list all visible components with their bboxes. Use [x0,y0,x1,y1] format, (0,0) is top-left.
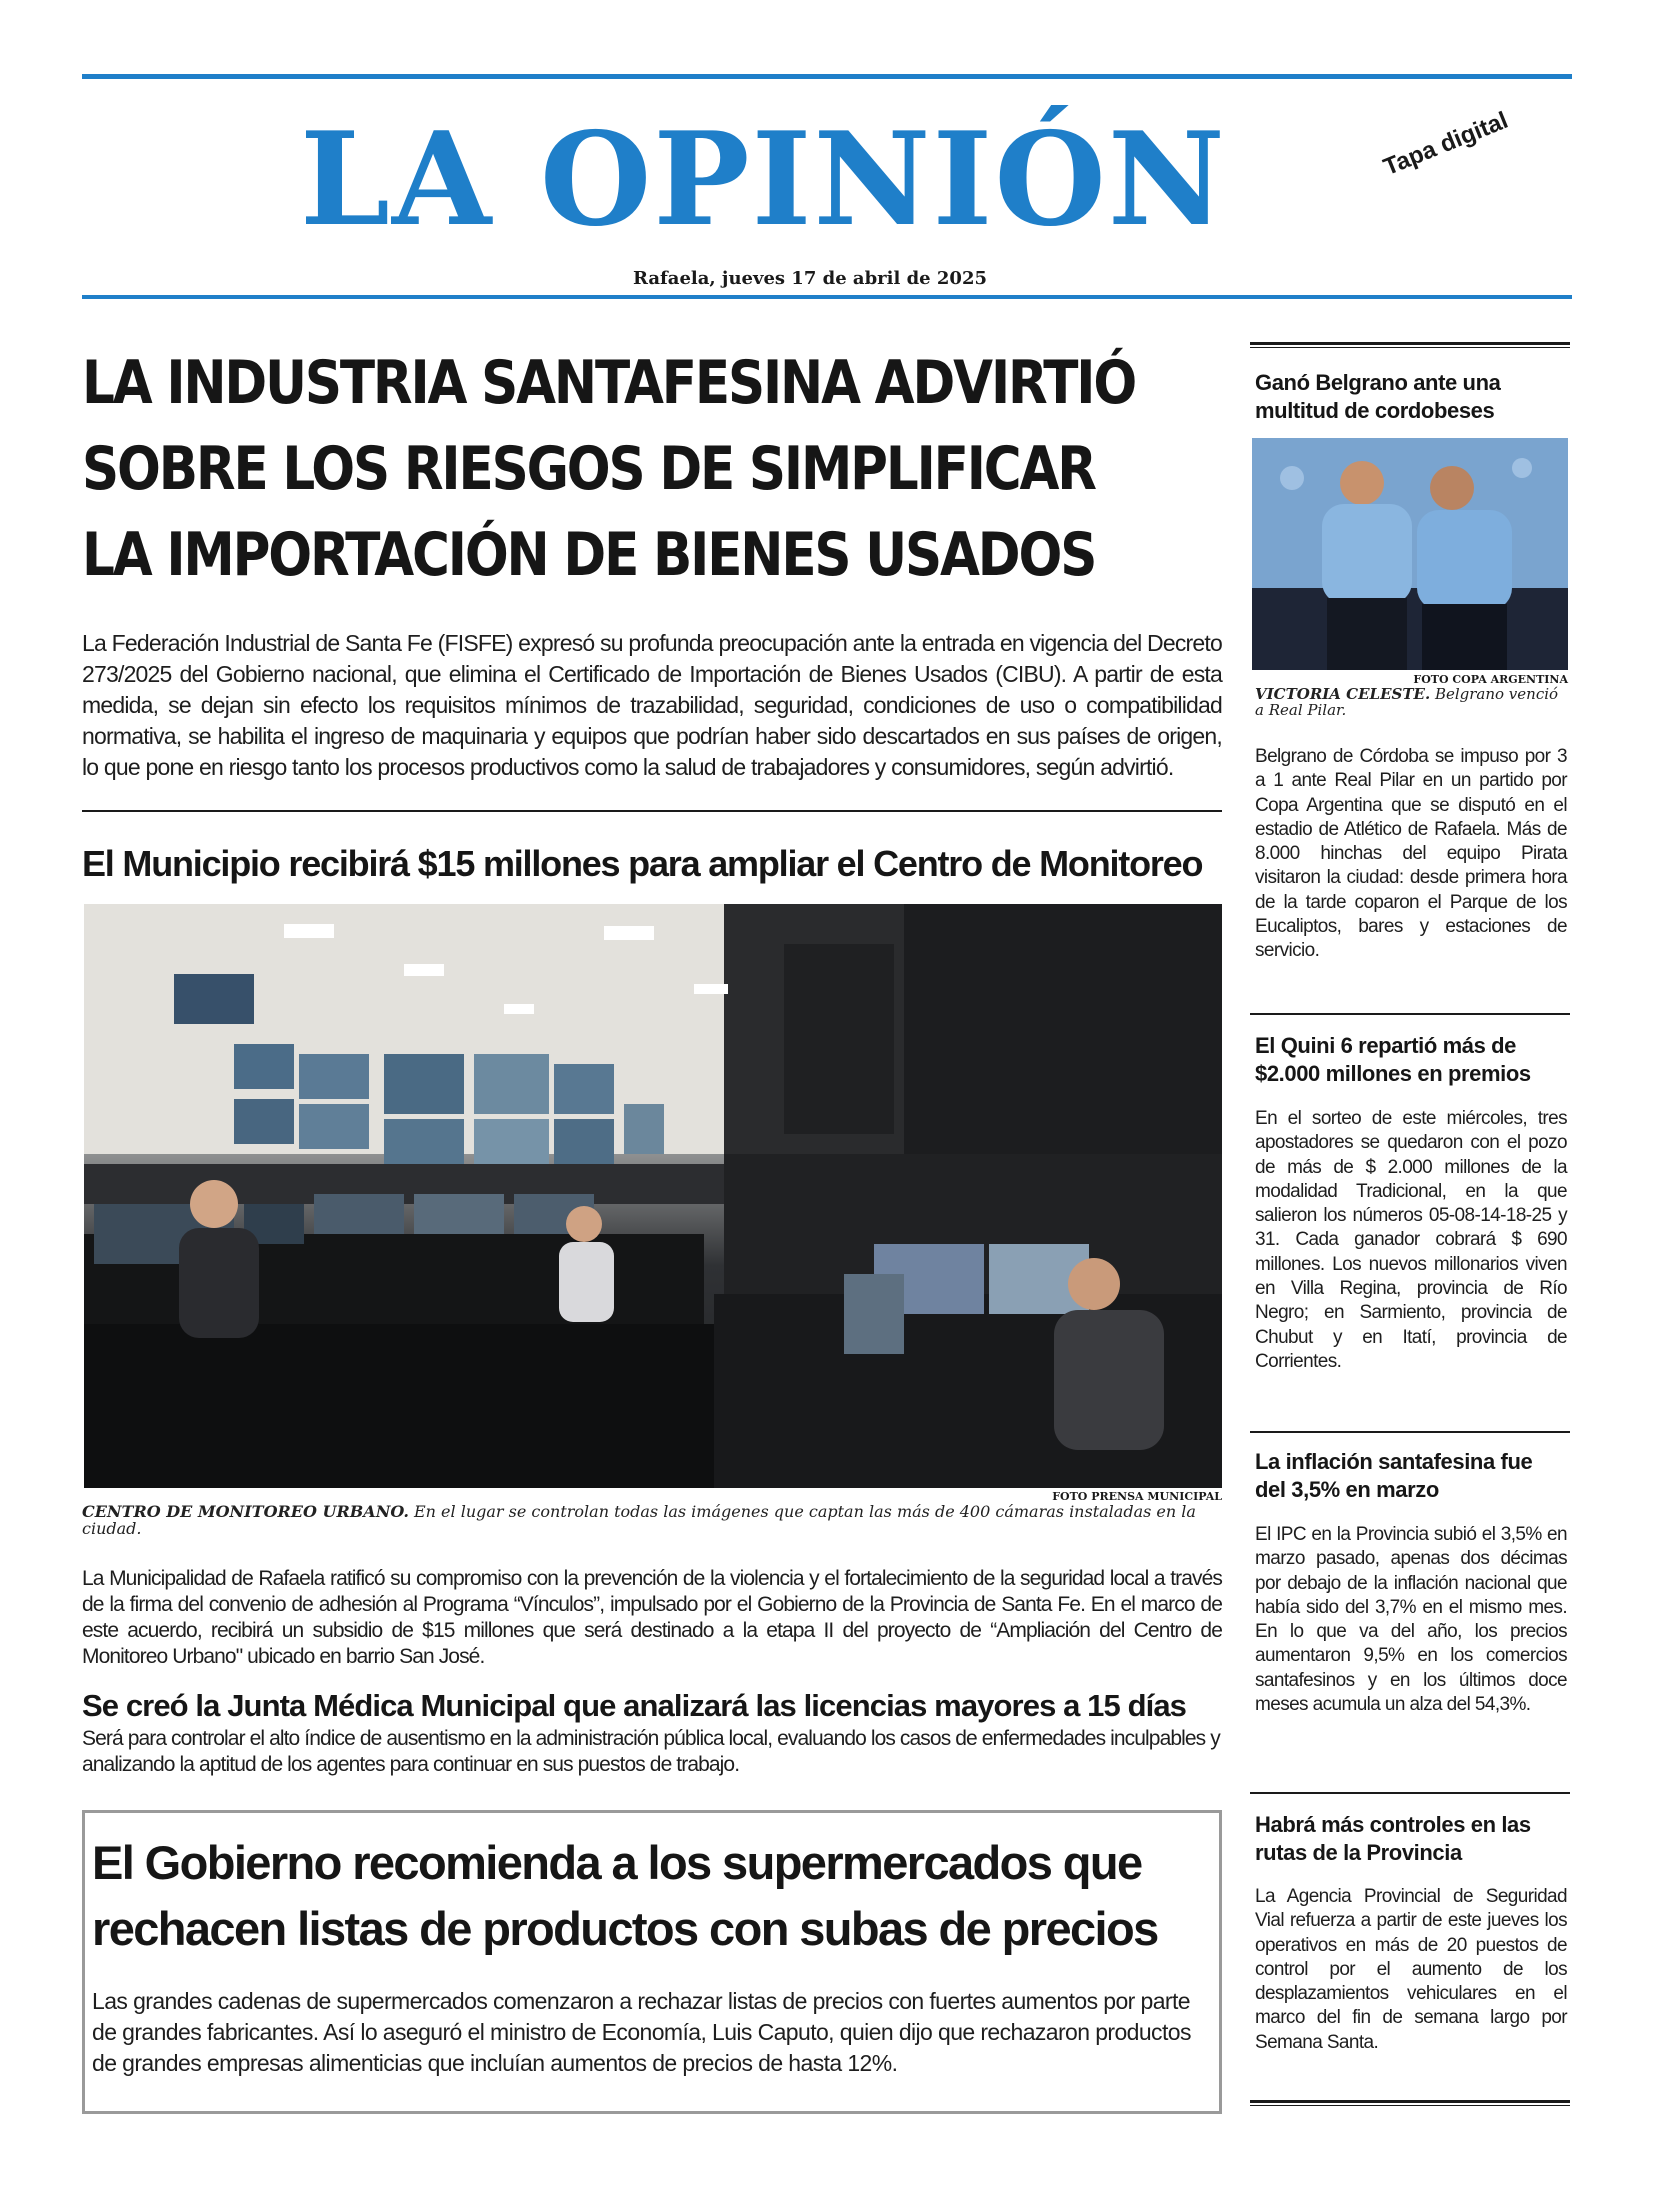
monitoreo-caption [82,1503,1222,1537]
sidebar-divider [1250,1013,1570,1015]
sidebar-bottom-rule [1250,2100,1570,2106]
monitoreo-headline[interactable]: El Municipio recibirá $15 millones para ampliar el Centro de Monitoreo [82,843,1203,884]
gobierno-headline-line: rechacen listas de productos con subas de precios [92,1902,1158,1955]
inflacion-headline[interactable]: La inflación santafesina fue del 3,5% en marzo [1255,1449,1533,1502]
controles-headline[interactable]: Habrá más controles en las rutas de la Provincia [1255,1812,1531,1865]
belgrano-body: Belgrano de Córdoba se impuso por 3 a 1 ante Real Pilar en un partido por Copa Argentina que se disputó en el estadio de Atlético de Rafaela. Más de 8.000 hinchas del equipo Pirata visitaron la ciudad: desde primera hora de la tarde coparon el Parque de los Eucaliptos, bares y estaciones de servicio. [1255,746,1567,962]
junta-headline[interactable]: Se creó la Junta Médica Municipal que analizará las licencias mayores a 15 días [82,1688,1186,1723]
belgrano-caption [1255,686,1567,718]
sidebar-divider [1250,1792,1570,1794]
belgrano-photo-credit: FOTO COPA ARGENTINA [1413,673,1568,686]
masthead-logo[interactable]: LA OPINIÓN [300,105,1227,255]
belgrano-headline[interactable]: Ganó Belgrano ante una multitud de cordobeses [1255,370,1501,423]
lead-headline-line: SOBRE LOS RIESGOS DE SIMPLIFICAR [82,434,1095,504]
quini-body: En el sorteo de este miércoles, tres apostadores se quedaron con el pozo de más de $ 2.000 millones de la modalidad Tradicional, en la que salieron los números 05-08-14-18-25 y 31. Cada ganador cobrará $ 690 millones. Los nuevos millonarios viven en Villa Regina, provincia de Río Negro; en Sarmiento, provincia de Chubut y en Itatí, provincia de Corrientes. [1255,1108,1567,1372]
gobierno-headline-line: El Gobierno recomienda a los supermercados que [92,1836,1142,1889]
monitoring-room-illustration [84,904,1222,1488]
monitoreo-photo[interactable] [84,904,1222,1488]
belgrano-caption-lead: VICTORIA CELESTE. [1255,685,1431,703]
controles-body: La Agencia Provincial de Seguridad Vial refuerza a partir de este jueves los operativos en más de 20 puestos de control por el aumento de los desplazamientos vehiculares en el marco del fin de semana largo por Semana Santa. [1255,1886,1567,2053]
belgrano-photo[interactable] [1252,438,1568,670]
dateline: Rafaela, jueves 17 de abril de 2025 [633,268,987,289]
junta-body: Será para controlar el alto índice de ausentismo en la administración pública local, evaluando los casos de enfermedades inculpables y analizando la aptitud de los agentes para continuar en sus puestos de trabajo. [82,1727,1220,1776]
belgrano-caption-text: Belgrano venció a Real Pilar. [1255,685,1559,719]
masthead-bottom-rule [82,295,1572,299]
sidebar-top-rule [1250,342,1570,348]
inflacion-body: El IPC en la Provincia subió el 3,5% en marzo pasado, apenas dos décimas por debajo de la inflación nacional que había sido del 3,7% en el mismo mes. En lo que va del año, los precios aumentaron 9,5% en los comercios santafesinos y en los últimos doce meses acumula un alza del 54,3%. [1255,1524,1567,1716]
football-players-illustration [1252,438,1568,670]
quini-headline[interactable]: El Quini 6 repartió más de $2.000 millones en premios [1255,1033,1531,1086]
gobierno-body: Las grandes cadenas de supermercados comenzaron a rechazar listas de precios con fuertes aumentos por parte de grandes fabricantes. Así lo aseguró el ministro de Economía, Luis Caputo, quien dijo que rechazaron productos de grandes empresas alimenticias que incluían aumentos de precios de hasta 12%. [92,1988,1191,2076]
monitoreo-caption-text: En el lugar se controlan todas las imágenes que captan las más de 400 cámaras instaladas en la ciudad. [82,1502,1196,1538]
lead-headline-line: LA IMPORTACIÓN DE BIENES USADOS [82,520,1096,590]
tapa-digital-label: Tapa digital [1379,106,1512,182]
lead-headline-line: LA INDUSTRIA SANTAFESINA ADVIRTIÓ [82,348,1136,418]
gobierno-headline[interactable] [92,1830,1212,1962]
monitoreo-body: La Municipalidad de Rafaela ratificó su compromiso con la prevención de la violencia y el fortalecimiento de la seguridad local a través de la firma del convenio de adhesión al Programa “Vínculos”, impulsado por el Gobierno de la Provincia de Santa Fe. En el marco de este acuerdo, recibirá un subsidio de $15 millones que será destinado a la etapa II del proyecto de “Ampliación del Centro de Monitoreo Urbano" ubicado en barrio San José. [82,1567,1222,1668]
lead-headline[interactable] [82,340,1252,598]
section-divider [82,810,1222,812]
monitoreo-photo-credit: FOTO PRENSA MUNICIPAL [1052,1490,1222,1503]
lead-body: La Federación Industrial de Santa Fe (FISFE) expresó su profunda preocupación ante la entrada en vigencia del Decreto 273/2025 del Gobierno nacional, que elimina el Certificado de Importación de Bienes Usados (CIBU). A partir de esta medida, se dejan sin efecto los requisitos mínimos de trazabilidad, seguridad, condiciones de uso o compatibilidad normativa, se habilita el ingreso de maquinaria y equipos que podrían haber sido descartados en sus países de origen, lo que pone en riesgo tanto los procesos productivos como la salud de trabajadores y consumidores, según advirtió. [82,630,1222,780]
sidebar-divider [1250,1431,1570,1433]
monitoreo-caption-lead: CENTRO DE MONITOREO URBANO. [82,1502,409,1521]
masthead-top-rule [82,74,1572,79]
